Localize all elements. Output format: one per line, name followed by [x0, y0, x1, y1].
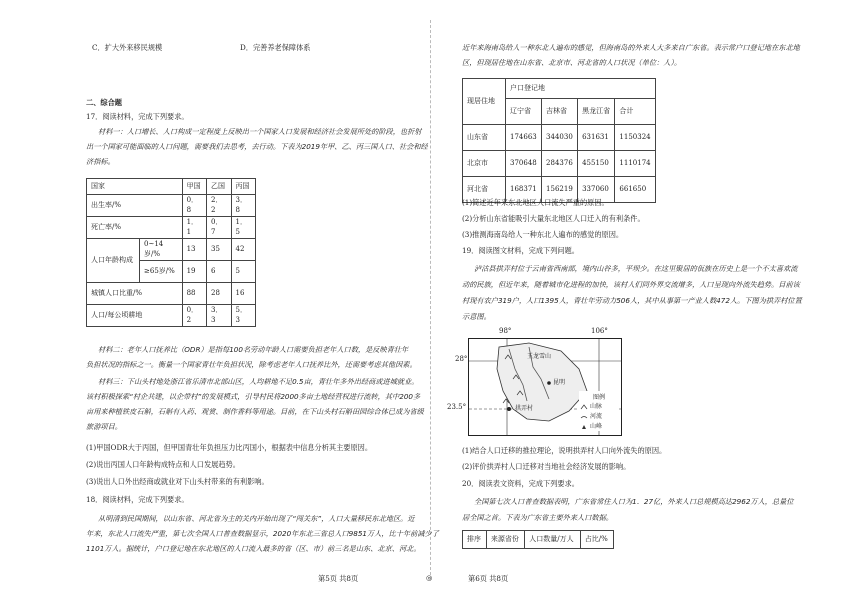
q19-para-line2: 动的民族，但近年来，随着城市化进程的加快，该村人们同外界交流增多，人口呈现向外流失趋势。目前该 — [462, 280, 800, 289]
table-cell: 19 — [182, 261, 206, 283]
table-cell: 455150 — [578, 151, 615, 177]
table-cell: 168371 — [506, 177, 542, 203]
table-header-cell: 合计 — [615, 99, 656, 125]
table-header-row — [463, 79, 656, 99]
table-cell: 42 — [231, 239, 256, 261]
table-header-cell: 丙国 — [231, 179, 256, 195]
table-row — [87, 283, 256, 305]
q19-para-line4: 示意图。 — [462, 312, 491, 321]
q19-part2: (2)评价拱弄村人口迁移对当地社会经济发展的影响。 — [462, 462, 631, 471]
table-cell: 28 — [207, 283, 231, 305]
material-2-line1: 材料二：老年人口抚养比（ODR）是指每100名劳动年龄人口需要负担老年人口数，是反映青壮年 — [98, 345, 409, 354]
material-1-line2: 出一个国家可能面临的人口问题，需要我们去思考，去行动。下表为2019年甲、乙、丙三国人口、社会和经 — [86, 142, 428, 151]
legend-mountain: 山脉 — [590, 403, 603, 410]
place-yulong: 玉龙雪山 — [527, 353, 552, 360]
location-map — [447, 327, 622, 436]
question-17: 17．阅读材料，完成下列要求。 — [86, 112, 189, 121]
table-cell: ≥65岁/% — [140, 261, 183, 283]
table-cell: 88 — [182, 283, 206, 305]
migration-table — [462, 78, 656, 203]
age-structure-label: 人口年龄构成 — [87, 239, 140, 283]
registration-header: 户口登记地 — [506, 79, 656, 99]
table-cell: 河北省 — [463, 177, 506, 203]
table-cell: 156219 — [542, 177, 578, 203]
table-row — [463, 151, 656, 177]
city-dot — [547, 381, 551, 385]
question-20: 20．阅读表文资料，完成下列要求。 — [462, 479, 579, 488]
table-cell: 0．7 — [207, 217, 231, 239]
table-cell: 6 — [207, 261, 231, 283]
option-d: D．完善养老保障体系 — [240, 43, 311, 52]
table-header-row — [87, 179, 256, 195]
table-cell: 661650 — [615, 177, 656, 203]
label-28: 28° — [455, 355, 468, 363]
table-header-cell: 国家 — [87, 179, 183, 195]
q19-para-line3: 村现有农户319户，人口1395人，青壮年劳动力506人，其中从事第一产业人数472人。下图为拱弄村位置 — [462, 296, 802, 305]
section-heading: 二、综合题 — [86, 98, 122, 107]
table-row — [87, 239, 256, 261]
legend-title: 图例 — [593, 394, 606, 401]
table-cell: 1150324 — [615, 125, 656, 151]
table-row — [463, 125, 656, 151]
q18-part3: (3)推测海南岛给人一种东北人遍布的感觉的原因。 — [462, 230, 624, 239]
legend-peak: 山峰 — [590, 423, 603, 430]
material-2-line2: 负担状况的指标之一。衡量一个国家青壮年负担状况，除考虑老年人口抚养比外，还需要考虑其他因素。 — [86, 360, 417, 369]
q18-para-line1: 从明清到民国期间，以山东省、河北省为主的关内开始出现了“闯关东”，人口大量移民东北地区。近 — [98, 514, 415, 523]
table-cell: 死亡率/% — [87, 217, 183, 239]
table-cell: 5 — [231, 261, 256, 283]
material-3-line1: 材料三：下山头村地处浙江省乐清市北部山区，人均耕地不足0.5亩，青壮年多外出经商或进城就业。 — [98, 377, 419, 386]
table-cell: 35 — [207, 239, 231, 261]
footer-center-mark: ◎ — [426, 573, 433, 582]
material-3-line2: 该村积极探索“村企共建，以企带村”的发展模式，引导村民将2000多亩土地经营权进行流转，其中200多 — [86, 392, 421, 401]
q17-part3: (3)说出人口外出经商或就业对下山头村带来的有利影响。 — [86, 477, 269, 486]
q19-part1: (1)结合人口迁移的推拉理论，说明拱弄村人口向外流失的原因。 — [462, 446, 667, 455]
table-cell: 337060 — [578, 177, 615, 203]
village-dot — [507, 407, 511, 411]
q20-para-line1: 全国第七次人口普查数据表明，广东省常住人口为1．27亿，外来人口总规模高达2962万人，总量位 — [474, 497, 794, 506]
table-header-row — [463, 531, 614, 549]
table-header-cell: 乙国 — [207, 179, 231, 195]
table-row — [87, 217, 256, 239]
table-header-cell: 吉林省 — [542, 99, 578, 125]
table-cell: 631631 — [578, 125, 615, 151]
table-cell: 1．5 — [231, 217, 256, 239]
q18-part2: (2)分析山东省能吸引大量东北地区人口迁入的有利条件。 — [462, 214, 645, 223]
place-gongnong: 拱弄村 — [515, 405, 534, 412]
table-cell: 16 — [231, 283, 256, 305]
table-cell: 1．1 — [182, 217, 206, 239]
table-cell: 0~14岁/% — [140, 239, 183, 261]
q18-para-line3: 1101万人。据统计，户口登记地在东北地区的人口流入最多的省（区、市）前三名是山东、北京、河北。 — [86, 544, 421, 553]
country-indicator-table — [86, 178, 256, 327]
q17-part2: (2)说出丙国人口年龄构成特点和人口发展趋势。 — [86, 460, 240, 469]
q17-part1: (1)甲国ODR大于丙国，但甲国青壮年负担压力比丙国小，根据表中信息分析其主要原因。 — [86, 443, 373, 452]
table-cell: 3．3 — [207, 305, 231, 327]
label-23-5: 23.5° — [447, 403, 467, 411]
table-header-cell: 人口数量/万人 — [525, 531, 580, 549]
label-98: 98° — [499, 327, 512, 335]
q18-continued-line1: 近年来海南岛给人一种东北人遍布的感觉，但海南岛的外来人大多来自广东省。表示常户口登记地在东北地 — [462, 43, 800, 52]
table-cell: 2．2 — [207, 195, 231, 217]
table-header-cell: 排序 — [463, 531, 487, 549]
table-header-cell: 来源省份 — [486, 531, 524, 549]
material-3-line3: 亩用来种植铁皮石斛，石斛有入药、观赏、制作香料等用途。目前，在下山头村石斛田园综合体已成为省级 — [86, 407, 424, 416]
option-c: C．扩大外来移民规模 — [92, 43, 163, 52]
label-106: 106° — [591, 327, 608, 335]
table-cell: 344030 — [542, 125, 578, 151]
table-header-cell: 辽宁省 — [506, 99, 542, 125]
table-cell: 284376 — [542, 151, 578, 177]
table-cell: 174663 — [506, 125, 542, 151]
table-row — [87, 305, 256, 327]
question-19: 19．阅读图文材料，完成下列问题。 — [462, 246, 579, 255]
residence-header: 现居住地 — [463, 79, 506, 125]
material-3-line4: 旅游项目。 — [86, 422, 122, 431]
table-cell: 北京市 — [463, 151, 506, 177]
table-cell: 0．2 — [182, 305, 206, 327]
table-header-cell: 甲国 — [182, 179, 206, 195]
table-header-cell: 黑龙江省 — [578, 99, 615, 125]
q18-part1: (1)简述近年来东北地区人口流失严重的原因。 — [462, 198, 609, 207]
table-cell: 370648 — [506, 151, 542, 177]
question-18: 18．阅读材料，完成下列要求。 — [86, 495, 189, 504]
table-cell: 山东省 — [463, 125, 506, 151]
legend-river: 河流 — [590, 413, 603, 420]
table-cell: 1110174 — [615, 151, 656, 177]
material-1-line1: 材料一：人口增长、人口构成一定程度上反映出一个国家人口发展和经济社会发展所处的阶段，也折射 — [98, 127, 422, 136]
q18-continued-line2: 区，但现居住地在山东省、北京市、河北省的人口状况（单位：人）。 — [462, 58, 682, 67]
q20-para-line2: 居全国之首。下表为广东省主要外来人口数据。 — [462, 513, 613, 522]
table-cell: 城镇人口比重/% — [87, 283, 183, 305]
table-row — [87, 195, 256, 217]
place-kunming: 昆明 — [553, 379, 566, 386]
table-cell: 人口/每公顷耕地 — [87, 305, 183, 327]
table-cell: 5．3 — [231, 305, 256, 327]
table-cell: 13 — [182, 239, 206, 261]
footer-right-page-number: 第6页 共8页 — [468, 574, 509, 583]
page-divider — [430, 20, 431, 580]
table-cell: 0．8 — [182, 195, 206, 217]
table-cell: 出生率/% — [87, 195, 183, 217]
table-header-cell: 占比/% — [580, 531, 613, 549]
material-1-line3: 济指标。 — [86, 157, 115, 166]
table-cell: 3．8 — [231, 195, 256, 217]
footer-left-page-number: 第5页 共8页 — [318, 574, 359, 583]
q19-para-line1: 泸沽县拱弄村位于云南省西南部，境内山谷多，平坝少。在这里聚居的佤族在历史上是一个不太喜欢流 — [474, 264, 798, 273]
guangdong-table — [462, 530, 614, 549]
q18-para-line2: 年来，东北人口流失严重，第七次全国人口普查数据显示，2020年东北三省总人口9851万人，比十年前减少了 — [86, 529, 439, 538]
